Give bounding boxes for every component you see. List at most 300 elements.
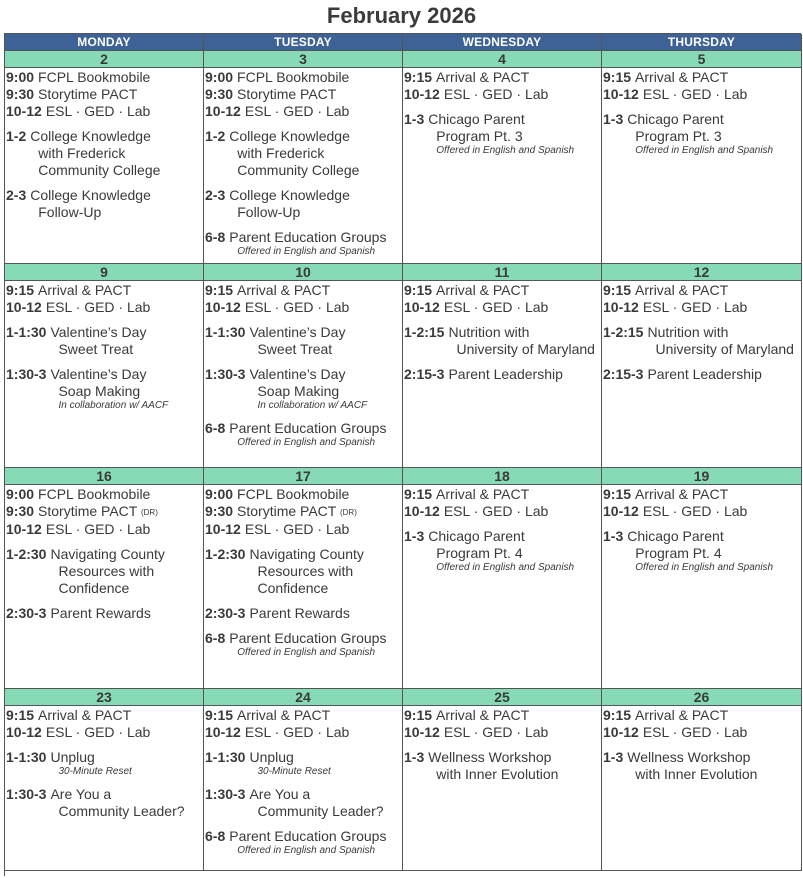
event-time: 10-12 bbox=[404, 503, 440, 519]
event-item bbox=[205, 366, 402, 412]
event-item bbox=[404, 503, 601, 520]
event-title: Parent Education Groups bbox=[229, 828, 387, 844]
event-text-block bbox=[643, 86, 748, 103]
event-text-block bbox=[627, 749, 757, 783]
date-number: 18 bbox=[403, 468, 602, 485]
event-time: 9:15 bbox=[603, 69, 632, 85]
event-text-block bbox=[46, 724, 151, 741]
event-item bbox=[205, 521, 402, 538]
event-time: 10-12 bbox=[404, 724, 440, 740]
event-title-line: Program Pt. 3 bbox=[436, 128, 523, 144]
event-title: Chicago Parent bbox=[428, 528, 525, 544]
event-text-block bbox=[46, 521, 151, 538]
event-time: 10-12 bbox=[205, 299, 241, 315]
event-note: Offered in English and Spanish bbox=[635, 145, 774, 156]
event-text-block bbox=[448, 366, 562, 383]
day-cell bbox=[602, 68, 802, 264]
event-title: Unplug bbox=[249, 749, 294, 765]
event-time: 1-3 bbox=[603, 111, 624, 127]
event-title-line: Community Leader? bbox=[58, 803, 185, 819]
event-title: Are You a bbox=[50, 786, 112, 802]
event-item bbox=[205, 707, 402, 724]
event-item bbox=[6, 324, 203, 358]
event-text-block bbox=[643, 724, 748, 741]
event-time: 9:15 bbox=[603, 282, 632, 298]
event-title-line: Follow-Up bbox=[237, 204, 301, 220]
event-time: 9:30 bbox=[205, 86, 234, 102]
event-title: Valentine’s Day bbox=[249, 324, 346, 340]
event-item bbox=[205, 324, 402, 358]
event-item bbox=[6, 366, 203, 412]
event-title: Wellness Workshop bbox=[627, 749, 751, 765]
event-time: 10-12 bbox=[6, 103, 42, 119]
date-number: 4 bbox=[403, 51, 602, 68]
event-item bbox=[6, 521, 203, 538]
event-title: ESL · GED · Lab bbox=[45, 521, 151, 537]
event-item bbox=[6, 786, 203, 820]
event-title: ESL · GED · Lab bbox=[45, 724, 151, 740]
event-item bbox=[404, 528, 601, 574]
event-title: College Knowledge bbox=[229, 187, 350, 203]
event-text-block bbox=[237, 707, 330, 724]
event-text-block bbox=[428, 111, 574, 157]
event-item bbox=[205, 749, 402, 778]
event-text-block bbox=[249, 605, 349, 622]
event-title-line: Community Leader? bbox=[257, 803, 384, 819]
event-item bbox=[205, 605, 402, 622]
event-title: Parent Education Groups bbox=[229, 630, 387, 646]
event-time: 9:15 bbox=[404, 282, 433, 298]
date-number: 17 bbox=[204, 468, 403, 485]
event-time: 1-2 bbox=[6, 128, 27, 144]
date-number: 3 bbox=[204, 51, 403, 68]
event-text-block bbox=[46, 299, 151, 316]
event-text-block bbox=[436, 707, 529, 724]
event-title: Storytime PACT bbox=[237, 503, 337, 519]
event-time: 1-2:15 bbox=[603, 324, 644, 340]
event-text-block bbox=[229, 828, 386, 857]
date-number: 24 bbox=[204, 689, 403, 706]
day-cell bbox=[602, 706, 802, 871]
event-title: Nutrition with bbox=[448, 324, 530, 340]
event-time: 1-3 bbox=[603, 528, 624, 544]
event-title: Valentine’s Day bbox=[50, 366, 147, 382]
event-title: Arrival & PACT bbox=[436, 282, 530, 298]
event-text-block bbox=[249, 324, 345, 358]
event-title: Wellness Workshop bbox=[428, 749, 552, 765]
day-cell bbox=[403, 485, 602, 689]
event-title-line: Confidence bbox=[58, 580, 130, 596]
event-title: Parent Rewards bbox=[50, 605, 151, 621]
event-text-block bbox=[38, 503, 158, 521]
event-title: Valentine’s Day bbox=[50, 324, 147, 340]
event-note: Offered in English and Spanish bbox=[237, 246, 376, 257]
day-cell bbox=[403, 706, 602, 871]
event-time: 10-12 bbox=[6, 299, 42, 315]
event-text-block bbox=[436, 486, 529, 503]
event-text-block bbox=[38, 86, 137, 103]
event-title: ESL · GED · Lab bbox=[642, 724, 748, 740]
event-title: ESL · GED · Lab bbox=[244, 299, 350, 315]
event-title-line: Confidence bbox=[257, 580, 329, 596]
date-number: 5 bbox=[602, 51, 802, 68]
event-title: Unplug bbox=[50, 749, 95, 765]
event-title: Arrival & PACT bbox=[38, 707, 132, 723]
event-title: FCPL Bookmobile bbox=[237, 69, 350, 85]
event-time: 1-2:30 bbox=[205, 546, 246, 562]
event-title-line: Soap Making bbox=[58, 383, 141, 399]
event-title: FCPL Bookmobile bbox=[237, 486, 350, 502]
day-cell bbox=[602, 485, 802, 689]
event-title-line: with Frederick bbox=[38, 145, 126, 161]
event-time: 1-3 bbox=[404, 749, 425, 765]
day-cell bbox=[403, 68, 602, 264]
event-time: 9:00 bbox=[205, 69, 234, 85]
event-title: Storytime PACT bbox=[237, 86, 337, 102]
event-item bbox=[603, 503, 801, 520]
event-item bbox=[6, 128, 203, 179]
event-item bbox=[603, 528, 801, 574]
day-cell bbox=[5, 485, 204, 689]
date-number: 12 bbox=[602, 264, 802, 281]
event-text-block bbox=[38, 282, 131, 299]
event-item bbox=[6, 299, 203, 316]
event-time: 1-1:30 bbox=[205, 749, 246, 765]
event-item bbox=[6, 187, 203, 221]
event-title: Arrival & PACT bbox=[635, 707, 729, 723]
event-text-block bbox=[50, 366, 168, 412]
event-title-line: with Frederick bbox=[237, 145, 325, 161]
event-note: Offered in English and Spanish bbox=[237, 647, 376, 658]
event-item bbox=[404, 86, 601, 103]
event-time: 6-8 bbox=[205, 420, 226, 436]
event-item bbox=[603, 707, 801, 724]
event-item bbox=[404, 724, 601, 741]
event-time: 10-12 bbox=[6, 724, 42, 740]
event-title: Parent Education Groups bbox=[229, 229, 387, 245]
event-item bbox=[6, 749, 203, 778]
event-item bbox=[205, 128, 402, 179]
event-item bbox=[205, 103, 402, 120]
event-title: Nutrition with bbox=[647, 324, 729, 340]
event-item bbox=[404, 486, 601, 503]
event-item bbox=[603, 749, 801, 783]
event-text-block bbox=[428, 749, 558, 783]
event-text-block bbox=[647, 324, 794, 358]
event-time: 6-8 bbox=[205, 630, 226, 646]
event-text-block bbox=[647, 366, 761, 383]
event-time: 1:30-3 bbox=[6, 786, 47, 802]
event-title-line: Program Pt. 4 bbox=[436, 545, 523, 561]
event-time: 10-12 bbox=[205, 521, 241, 537]
day-cell bbox=[5, 281, 204, 468]
day-header-tuesday: TUESDAY bbox=[204, 34, 403, 51]
event-time: 1-3 bbox=[404, 528, 425, 544]
date-number: 11 bbox=[403, 264, 602, 281]
day-cell bbox=[204, 68, 403, 264]
event-text-block bbox=[229, 229, 386, 258]
event-time: 10-12 bbox=[205, 103, 241, 119]
event-time: 10-12 bbox=[603, 724, 639, 740]
event-title: Arrival & PACT bbox=[237, 282, 331, 298]
event-title: ESL · GED · Lab bbox=[642, 299, 748, 315]
event-item bbox=[205, 420, 402, 449]
event-time: 9:00 bbox=[6, 486, 35, 502]
event-item bbox=[205, 828, 402, 857]
event-text-block bbox=[627, 528, 773, 574]
date-number: 16 bbox=[5, 468, 204, 485]
event-text-block bbox=[38, 707, 131, 724]
date-number: 25 bbox=[403, 689, 602, 706]
event-note: In collaboration w/ AACF bbox=[58, 400, 169, 411]
event-item bbox=[205, 299, 402, 316]
event-tag: (DR) bbox=[339, 508, 357, 517]
event-item bbox=[603, 86, 801, 103]
event-title: College Knowledge bbox=[30, 187, 151, 203]
event-title: Arrival & PACT bbox=[436, 486, 530, 502]
event-time: 1-3 bbox=[404, 111, 425, 127]
event-title: Arrival & PACT bbox=[635, 282, 729, 298]
event-title: Navigating County bbox=[50, 546, 165, 562]
event-title-line: Resources with bbox=[58, 563, 155, 579]
event-item bbox=[404, 324, 601, 358]
event-title-line: Resources with bbox=[257, 563, 354, 579]
event-time: 1-2:15 bbox=[404, 324, 445, 340]
event-title: ESL · GED · Lab bbox=[443, 724, 549, 740]
event-title: Arrival & PACT bbox=[436, 707, 530, 723]
event-time: 1-1:30 bbox=[6, 324, 47, 340]
event-title: College Knowledge bbox=[229, 128, 350, 144]
event-item bbox=[603, 724, 801, 741]
event-time: 10-12 bbox=[404, 86, 440, 102]
event-text-block bbox=[428, 528, 574, 574]
event-title-line: Program Pt. 3 bbox=[635, 128, 722, 144]
event-item bbox=[603, 366, 801, 383]
event-text-block bbox=[50, 324, 146, 358]
event-time: 6-8 bbox=[205, 229, 226, 245]
calendar-title: February 2026 bbox=[326, 3, 477, 28]
event-item bbox=[6, 503, 203, 521]
event-note: Offered in English and Spanish bbox=[635, 562, 774, 573]
event-title: Arrival & PACT bbox=[635, 69, 729, 85]
event-text-block bbox=[448, 324, 595, 358]
event-time: 1-1:30 bbox=[6, 749, 47, 765]
event-item bbox=[6, 103, 203, 120]
event-title: ESL · GED · Lab bbox=[642, 503, 748, 519]
event-text-block bbox=[229, 630, 386, 659]
event-item bbox=[404, 299, 601, 316]
event-text-block bbox=[635, 282, 728, 299]
event-item bbox=[205, 724, 402, 741]
event-title-line: Sweet Treat bbox=[257, 341, 333, 357]
event-note: 30-Minute Reset bbox=[257, 766, 331, 777]
event-text-block bbox=[627, 111, 773, 157]
event-text-block bbox=[643, 503, 748, 520]
day-header-monday: MONDAY bbox=[5, 34, 204, 51]
date-number: 26 bbox=[602, 689, 802, 706]
event-text-block bbox=[38, 486, 150, 503]
event-item bbox=[205, 187, 402, 221]
event-item bbox=[6, 546, 203, 597]
event-text-block bbox=[237, 503, 357, 521]
event-note: Offered in English and Spanish bbox=[436, 562, 575, 573]
event-title-line: with Inner Evolution bbox=[436, 766, 559, 782]
event-text-block bbox=[50, 749, 131, 778]
event-item bbox=[205, 69, 402, 86]
date-number: 10 bbox=[204, 264, 403, 281]
event-tag: (DR) bbox=[140, 508, 158, 517]
day-cell bbox=[204, 485, 403, 689]
event-time: 9:15 bbox=[6, 707, 35, 723]
event-text-block bbox=[245, 521, 350, 538]
event-title: Parent Education Groups bbox=[229, 420, 387, 436]
event-item bbox=[205, 229, 402, 258]
event-text-block bbox=[30, 187, 151, 221]
event-note: Offered in English and Spanish bbox=[237, 845, 376, 856]
event-title: ESL · GED · Lab bbox=[45, 299, 151, 315]
event-title: Storytime PACT bbox=[38, 503, 138, 519]
event-title-line: University of Maryland bbox=[456, 341, 595, 357]
event-text-block bbox=[249, 749, 330, 778]
event-title: ESL · GED · Lab bbox=[244, 103, 350, 119]
day-cell bbox=[204, 706, 403, 871]
event-text-block bbox=[245, 103, 350, 120]
event-time: 9:30 bbox=[6, 503, 35, 519]
event-item bbox=[6, 86, 203, 103]
event-title: Chicago Parent bbox=[627, 111, 724, 127]
event-text-block bbox=[245, 724, 350, 741]
event-text-block bbox=[237, 486, 349, 503]
event-title-line: with Inner Evolution bbox=[635, 766, 758, 782]
event-time: 1-2 bbox=[205, 128, 226, 144]
event-item bbox=[205, 86, 402, 103]
event-time: 9:15 bbox=[6, 282, 35, 298]
event-time: 1-1:30 bbox=[205, 324, 246, 340]
event-time: 9:15 bbox=[205, 707, 234, 723]
event-text-block bbox=[249, 546, 363, 597]
day-cell bbox=[403, 281, 602, 468]
event-time: 10-12 bbox=[6, 521, 42, 537]
event-time: 1:30-3 bbox=[6, 366, 47, 382]
event-title: ESL · GED · Lab bbox=[443, 299, 549, 315]
event-text-block bbox=[635, 69, 728, 86]
event-title: ESL · GED · Lab bbox=[244, 521, 350, 537]
date-number: 9 bbox=[5, 264, 204, 281]
event-text-block bbox=[46, 103, 151, 120]
event-item bbox=[6, 605, 203, 622]
date-number: 19 bbox=[602, 468, 802, 485]
event-text-block bbox=[249, 786, 383, 820]
event-item bbox=[404, 707, 601, 724]
event-title: Arrival & PACT bbox=[237, 707, 331, 723]
event-text-block bbox=[635, 486, 728, 503]
event-time: 1-3 bbox=[603, 749, 624, 765]
event-title: ESL · GED · Lab bbox=[642, 86, 748, 102]
event-title: Parent Rewards bbox=[249, 605, 350, 621]
event-time: 9:15 bbox=[404, 69, 433, 85]
day-cell bbox=[5, 706, 204, 871]
event-title: Arrival & PACT bbox=[635, 486, 729, 502]
event-item bbox=[603, 324, 801, 358]
event-note: 30-Minute Reset bbox=[58, 766, 132, 777]
event-text-block bbox=[50, 605, 150, 622]
event-title: ESL · GED · Lab bbox=[45, 103, 151, 119]
day-cell bbox=[5, 68, 204, 264]
event-title-line: Follow-Up bbox=[38, 204, 102, 220]
event-text-block bbox=[245, 299, 350, 316]
event-title: Navigating County bbox=[249, 546, 364, 562]
event-item bbox=[404, 69, 601, 86]
event-text-block bbox=[444, 299, 549, 316]
event-text-block bbox=[50, 546, 164, 597]
event-text-block bbox=[237, 282, 330, 299]
event-item bbox=[404, 749, 601, 783]
event-title: FCPL Bookmobile bbox=[38, 69, 151, 85]
day-header-wednesday: WEDNESDAY bbox=[403, 34, 602, 51]
event-text-block bbox=[643, 299, 748, 316]
event-time: 9:15 bbox=[205, 282, 234, 298]
event-note: Offered in English and Spanish bbox=[237, 437, 376, 448]
event-time: 9:30 bbox=[6, 86, 35, 102]
day-cell bbox=[204, 281, 403, 468]
event-time: 2:15-3 bbox=[404, 366, 445, 382]
event-item bbox=[404, 111, 601, 157]
event-item bbox=[404, 366, 601, 383]
event-item bbox=[205, 282, 402, 299]
event-title: Arrival & PACT bbox=[38, 282, 132, 298]
event-time: 9:15 bbox=[404, 707, 433, 723]
event-title-line: Program Pt. 4 bbox=[635, 545, 722, 561]
event-time: 9:15 bbox=[603, 486, 632, 502]
event-title-line: Community College bbox=[38, 162, 161, 178]
event-time: 9:00 bbox=[6, 69, 35, 85]
event-time: 2-3 bbox=[6, 187, 27, 203]
event-text-block bbox=[50, 786, 184, 820]
day-header-thursday: THURSDAY bbox=[602, 34, 802, 51]
event-text-block bbox=[229, 420, 386, 449]
event-title-line: Community College bbox=[237, 162, 360, 178]
event-item bbox=[205, 786, 402, 820]
event-title-line: University of Maryland bbox=[655, 341, 794, 357]
event-time: 1-2:30 bbox=[6, 546, 47, 562]
event-item bbox=[404, 282, 601, 299]
event-time: 2:15-3 bbox=[603, 366, 644, 382]
date-number: 2 bbox=[5, 51, 204, 68]
event-item bbox=[205, 503, 402, 521]
event-time: 1:30-3 bbox=[205, 366, 246, 382]
event-title: Chicago Parent bbox=[428, 111, 525, 127]
event-title: Chicago Parent bbox=[627, 528, 724, 544]
event-text-block bbox=[444, 724, 549, 741]
event-text-block bbox=[229, 128, 359, 179]
event-item bbox=[205, 546, 402, 597]
event-item bbox=[603, 299, 801, 316]
event-title: Valentine’s Day bbox=[249, 366, 346, 382]
event-text-block bbox=[237, 69, 349, 86]
day-cell bbox=[602, 281, 802, 468]
event-time: 9:15 bbox=[404, 486, 433, 502]
event-text-block bbox=[249, 366, 367, 412]
event-item bbox=[603, 111, 801, 157]
event-text-block bbox=[38, 69, 150, 86]
event-item bbox=[205, 486, 402, 503]
event-note: In collaboration w/ AACF bbox=[257, 400, 368, 411]
event-text-block bbox=[444, 86, 549, 103]
event-title-line: Soap Making bbox=[257, 383, 340, 399]
event-title: ESL · GED · Lab bbox=[443, 503, 549, 519]
event-text-block bbox=[635, 707, 728, 724]
event-time: 2:30-3 bbox=[205, 605, 246, 621]
